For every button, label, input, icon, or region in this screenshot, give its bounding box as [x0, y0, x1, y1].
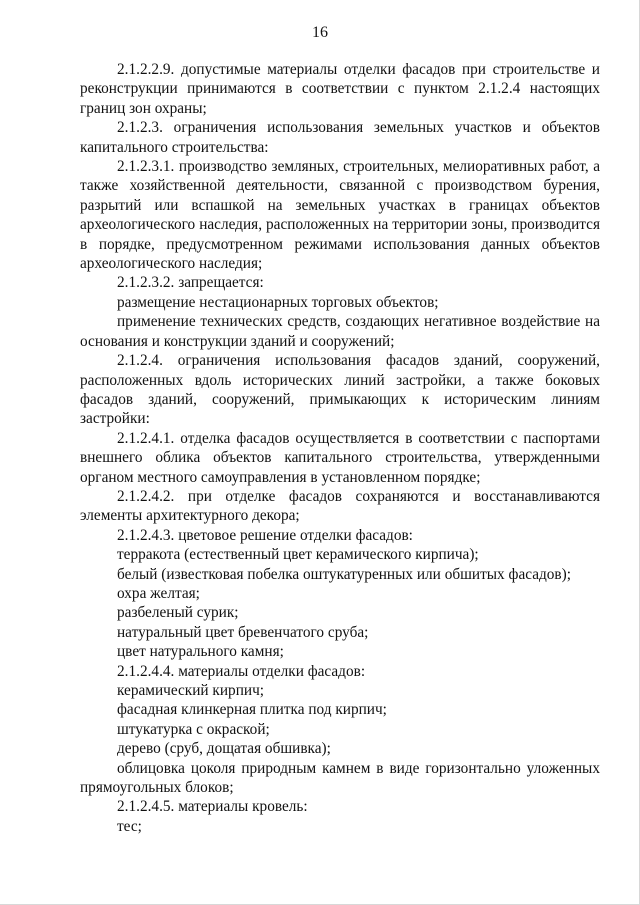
list-item: фасадная клинкерная плитка под кирпич; — [117, 701, 387, 719]
paragraph-2-1-2-4: 2.1.2.4. ограничения использования фасадов зданий, сооружений, расположенных вдоль исторических линий застройки, а также боковых фасадов зданий, сооружений, примыкающих к историческим линиям застройки: — [80, 352, 600, 428]
list-item: штукатурка с окраской; — [117, 720, 270, 738]
paragraph-2-1-2-3: 2.1.2.3. ограничения использования земельных участков и объектов капитального строительства: — [80, 119, 600, 156]
page-number: 16 — [312, 24, 328, 41]
paragraph-2-1-2-3-2: 2.1.2.3.2. запрещается: — [117, 274, 264, 292]
paragraph-2-1-2-4-3: 2.1.2.4.3. цветовое решение отделки фасадов: — [117, 526, 413, 544]
paragraph-2-1-2-4-1: 2.1.2.4.1. отделка фасадов осуществляется в соответствии с паспортами внешнего облика объектов капитального строительства, утвержденными органом местного самоуправления в установленном порядке; — [80, 429, 600, 486]
list-item: керамический кирпич; — [117, 682, 265, 699]
list-item: охра желтая; — [117, 584, 200, 602]
paragraph-2-1-2-4-2: 2.1.2.4.2. при отделке фасадов сохраняются и восстанавливаются элементы архитектурного декора; — [80, 487, 600, 525]
paragraph-2-1-2-2-9: 2.1.2.2.9. допустимые материалы отделки фасадов при строительстве и реконструкции принимаются в соответствии с пунктом 2.1.2.4 настоящих границ зон охраны; — [80, 61, 600, 117]
list-item: тес; — [117, 817, 142, 835]
list-item: разбеленый сурик; — [117, 604, 239, 622]
paragraph-2-1-2-3-1: 2.1.2.3.1. производство земляных, строительных, мелиоративных работ, а также хозяйственной деятельности, связанной с производством бурения, разрытий или вспашкой на земельных участках в границах объектов археологического наследия, расположенных на территории зоны, производится в порядке, предусмотренном режимами использования данных объектов археологического наследия; — [80, 158, 600, 273]
paragraph-2-1-2-4-5: 2.1.2.4.5. материалы кровель: — [117, 798, 308, 816]
list-item: дерево (сруб, дощатая обшивка); — [117, 740, 331, 758]
paragraph-2-1-2-4-4: 2.1.2.4.4. материалы отделки фасадов: — [117, 662, 366, 680]
list-item: терракота (естественный цвет керамического кирпича); — [117, 546, 479, 564]
list-item: натуральный цвет бревенчатого сруба; — [117, 623, 369, 641]
list-item: применение технических средств, создающих негативное воздействие на основания и конструкции зданий и сооружений; — [80, 313, 600, 350]
list-item: размещение нестационарных торговых объектов; — [117, 293, 439, 311]
list-item: белый (известковая побелка оштукатуренных или обшитых фасадов); — [117, 565, 571, 583]
document-body — [80, 60, 600, 836]
list-item: цвет натурального камня; — [117, 643, 284, 661]
list-item: облицовка цоколя природным камнем в виде горизонтально уложенных прямоугольных блоков; — [80, 759, 600, 797]
